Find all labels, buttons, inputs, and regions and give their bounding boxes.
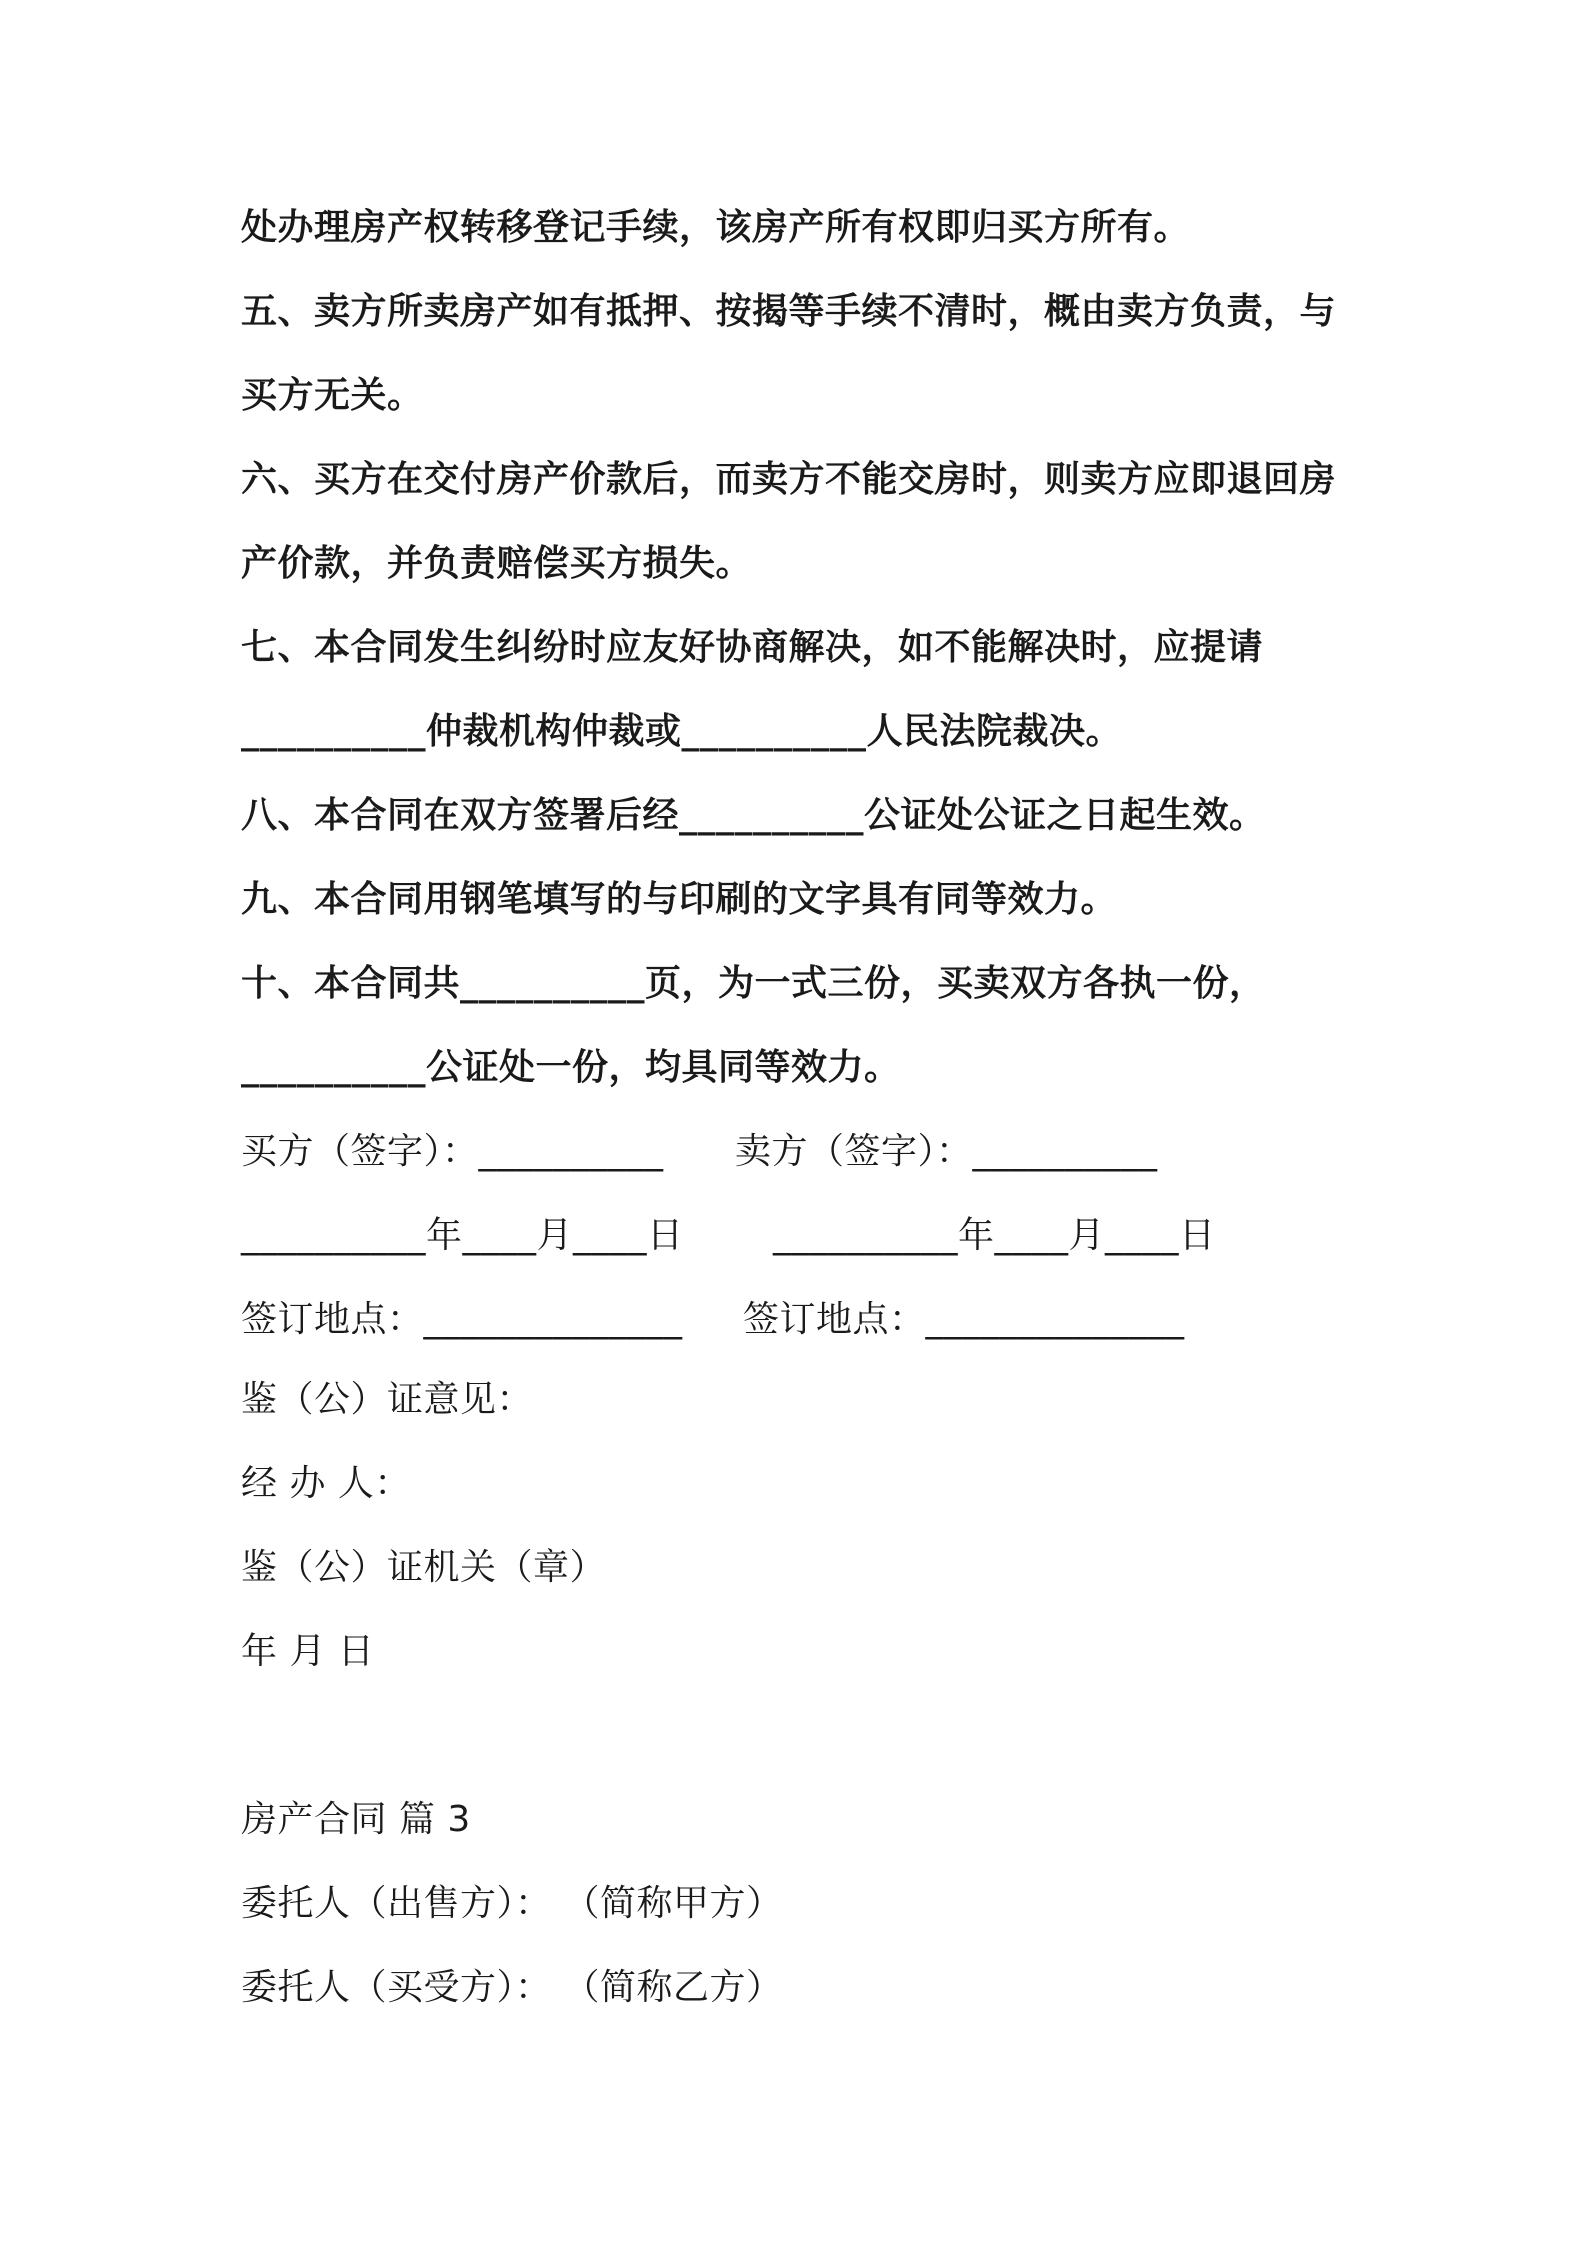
buyer-signature-line: 买方（签字）：__________ [241,1131,664,1172]
buyer-date-line: __________年____月____日 [241,1215,684,1256]
seller-signature-line: 卖方（签字）：__________ [735,1131,1158,1172]
clause-six-line2: 产价款，并负责赔偿买方损失。 [241,543,753,584]
notary-opinion-label: 鉴（公）证意见： [241,1379,534,1420]
clause-ten-line2: __________公证处一份，均具同等效力。 [241,1047,901,1088]
notary-authority-label: 鉴（公）证机关（章） [241,1547,607,1588]
notary-date-label: 年 月 日 [241,1631,375,1672]
clause-ten-line1: 十、本合同共__________页，为一式三份，买卖双方各执一份， [241,963,1266,1004]
clause-seven-line2: __________仲裁机构仲裁或__________人民法院裁决。 [241,711,1123,752]
clause-nine: 九、本合同用钢笔填写的与印刷的文字具有同等效力。 [241,879,1118,920]
principal-buyer-line: 委托人（买受方）： （简称乙方） [241,1967,783,2008]
clause-six-line1: 六、买方在交付房产价款后，而卖方不能交房时，则卖方应即退回房 [241,459,1337,500]
paragraph-transfer-continuation: 处办理房产权转移登记手续，该房产所有权即归买方所有。 [241,207,1191,248]
clause-seven-line1: 七、本合同发生纠纷时应友好协商解决，如不能解决时，应提请 [241,627,1264,668]
principal-seller-line: 委托人（出售方）： （简称甲方） [241,1883,783,1924]
notary-handler-label: 经 办 人： [241,1463,411,1504]
clause-eight: 八、本合同在双方签署后经__________公证处公证之日起生效。 [241,795,1266,836]
buyer-place-line: 签订地点：______________ [241,1299,683,1340]
section3-heading: 房产合同 篇 3 [241,1799,471,1840]
clause-five-line2: 买方无关。 [241,375,424,416]
clause-five-line1: 五、卖方所卖房产如有抵押、按揭等手续不清时，概由卖方负责，与 [241,291,1337,332]
seller-place-line: 签订地点：______________ [743,1299,1185,1340]
seller-date-line: __________年____月____日 [773,1215,1216,1256]
